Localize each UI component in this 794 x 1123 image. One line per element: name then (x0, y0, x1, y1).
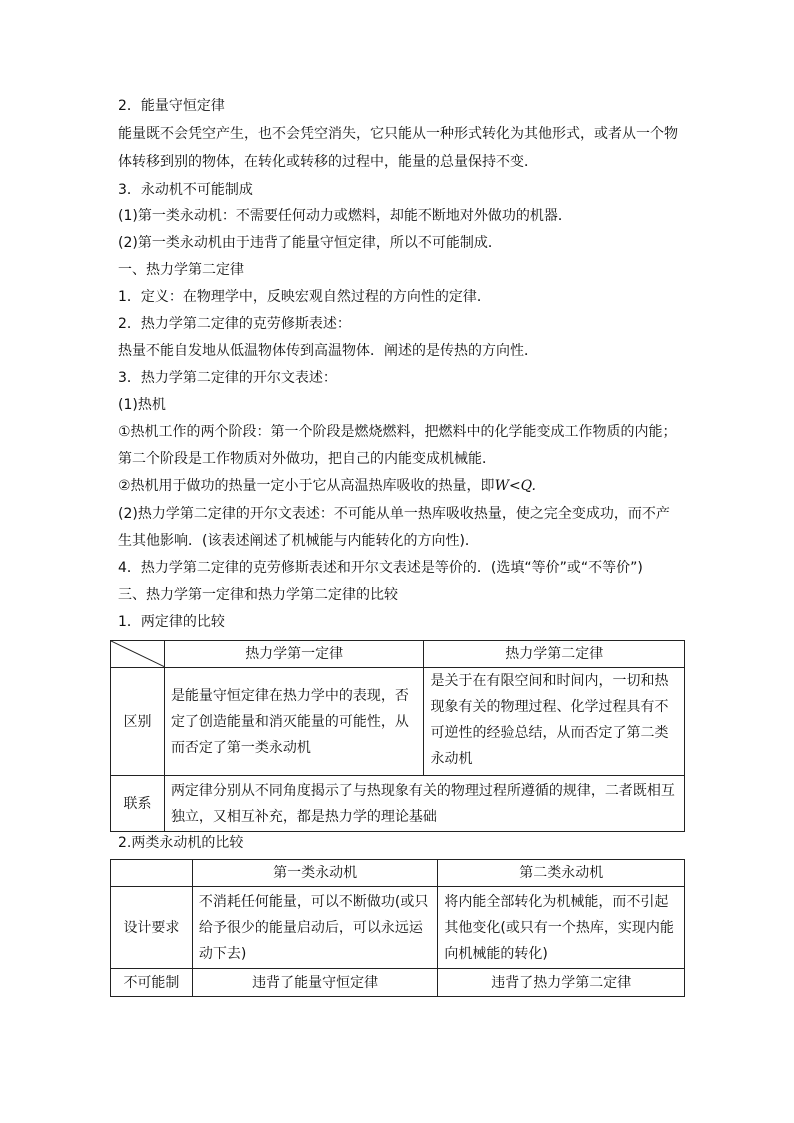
formula-w-less-q: W<Q. (494, 478, 536, 494)
table-header-row (111, 641, 685, 668)
law-comparison-table (110, 640, 685, 832)
table-row-design (111, 887, 685, 969)
paragraph-line: 生其他影响．(该表述阐述了机械能与内能转化的方向性)． (118, 533, 479, 549)
header-first-kind: 第一类永动机 (192, 860, 438, 887)
section-heading: 一、热力学第二定律 (118, 262, 244, 278)
row-label-connection: 联系 (111, 776, 165, 832)
heading-perpetual-motion: 3．永动机不可能制成 (118, 182, 253, 198)
cell-line: 将内能全部转化为机械能，而不引起 (444, 893, 669, 910)
cell-line: 现象有关的物理过程、化学过程具有不 (430, 699, 669, 715)
cell-first-kind-design (192, 887, 438, 969)
cell-line: 定了创造能量和消灭能量的可能性，从 (170, 713, 409, 730)
perpetual-motion-table (110, 859, 685, 997)
header-second-law: 热力学第二定律 (424, 641, 685, 668)
paragraph-line: 能量既不会凭空产生，也不会凭空消失，它只能从一种形式转化为其他形式，或者从一个物 (118, 126, 678, 142)
paragraph-line: (2)第一类永动机由于违背了能量守恒定律，所以不可能制成． (118, 235, 502, 251)
paragraph-line: 4．热力学第二定律的克劳修斯表述和开尔文表述是等价的．(选填“等价”或“不等价”) (118, 560, 643, 576)
row-label-impossibility: 不可能制 (111, 969, 193, 997)
cell-line: 是能量守恒定律在热力学中的表现，否 (170, 687, 409, 704)
cell-first-law-difference (164, 668, 424, 776)
cell-second-kind-reason: 违背了热力学第二定律 (438, 969, 685, 997)
row-label-design: 设计要求 (111, 887, 193, 969)
paragraph-line: (1)第一类永动机：不需要任何动力或燃料，却能不断地对外做功的机器． (118, 208, 572, 224)
table-row-impossibility (111, 969, 685, 997)
cell-line: 永动机 (430, 751, 473, 767)
cell-second-law-difference (424, 668, 685, 776)
paragraph-line: 热量不能自发地从低温物体传到高温物体．阐述的是传热的方向性． (118, 343, 538, 359)
paragraph-line: 3．热力学第二定律的开尔文表述： (118, 370, 337, 386)
paragraph-text: ②热机用于做功的热量一定小于它从高温热库吸收的热量，即 (118, 478, 495, 494)
cell-line: 给予很少的能量启动后，可以永远运 (198, 919, 423, 936)
row-label-difference: 区别 (111, 668, 165, 776)
cell-line: 其他变化(或只有一个热库，实现内能 (444, 919, 674, 936)
cell-line: 是关于在有限空间和时间内，一切和热 (430, 673, 669, 689)
cell-line: 动下去) (198, 945, 247, 962)
diagonal-line (111, 641, 165, 667)
paragraph-line: (2)热力学第二定律的开尔文表述：不可能从单一热库吸收热量，使之完全变成功，而不产 (118, 506, 670, 522)
table-caption: 1．两定律的比较 (118, 614, 225, 630)
table-header-row (111, 860, 685, 887)
paragraph-line (118, 476, 536, 496)
cell-connection (164, 776, 684, 832)
cell-line: 而否定了第一类永动机 (170, 739, 311, 756)
table-row-difference (111, 668, 685, 776)
diagonal-header-cell (111, 641, 165, 668)
table-row-connection (111, 776, 685, 832)
paragraph-line: (1)热机 (118, 397, 166, 413)
cell-line: 不消耗任何能量，可以不断做功(或只 (198, 893, 429, 910)
cell-second-kind-design (438, 887, 685, 969)
table2-caption: 2.两类永动机的比较 (118, 835, 244, 851)
header-first-law: 热力学第一定律 (164, 641, 424, 668)
cell-first-kind-reason: 违背了能量守恒定律 (192, 969, 438, 997)
section-heading: 三、热力学第一定律和热力学第二定律的比较 (118, 587, 398, 603)
paragraph-line: 2．热力学第二定律的克劳修斯表述： (118, 316, 351, 332)
heading-energy-conservation: 2．能量守恒定律 (118, 98, 225, 114)
cell-line: 向机械能的转化) (444, 945, 548, 962)
cell-line: 可逆性的经验总结，从而否定了第二类 (430, 725, 669, 741)
header-second-kind: 第二类永动机 (438, 860, 685, 887)
cell-line: 独立，又相互补充，都是热力学的理论基础 (170, 808, 437, 825)
paragraph-line: 第二个阶段是工作物质对外做功，把自己的内能变成机械能． (118, 451, 496, 467)
paragraph-line: ①热机工作的两个阶段：第一个阶段是燃烧燃料，把燃料中的化学能变成工作物质的内能； (118, 424, 677, 440)
empty-header-cell (111, 860, 193, 887)
paragraph-line: 体转移到别的物体，在转化或转移的过程中，能量的总量保持不变． (118, 154, 538, 170)
cell-line: 两定律分别从不同角度揭示了与热现象有关的物理过程所遵循的规律，二者既相互 (170, 782, 675, 799)
paragraph-line: 1．定义：在物理学中，反映宏观自然过程的方向性的定律． (118, 289, 491, 305)
